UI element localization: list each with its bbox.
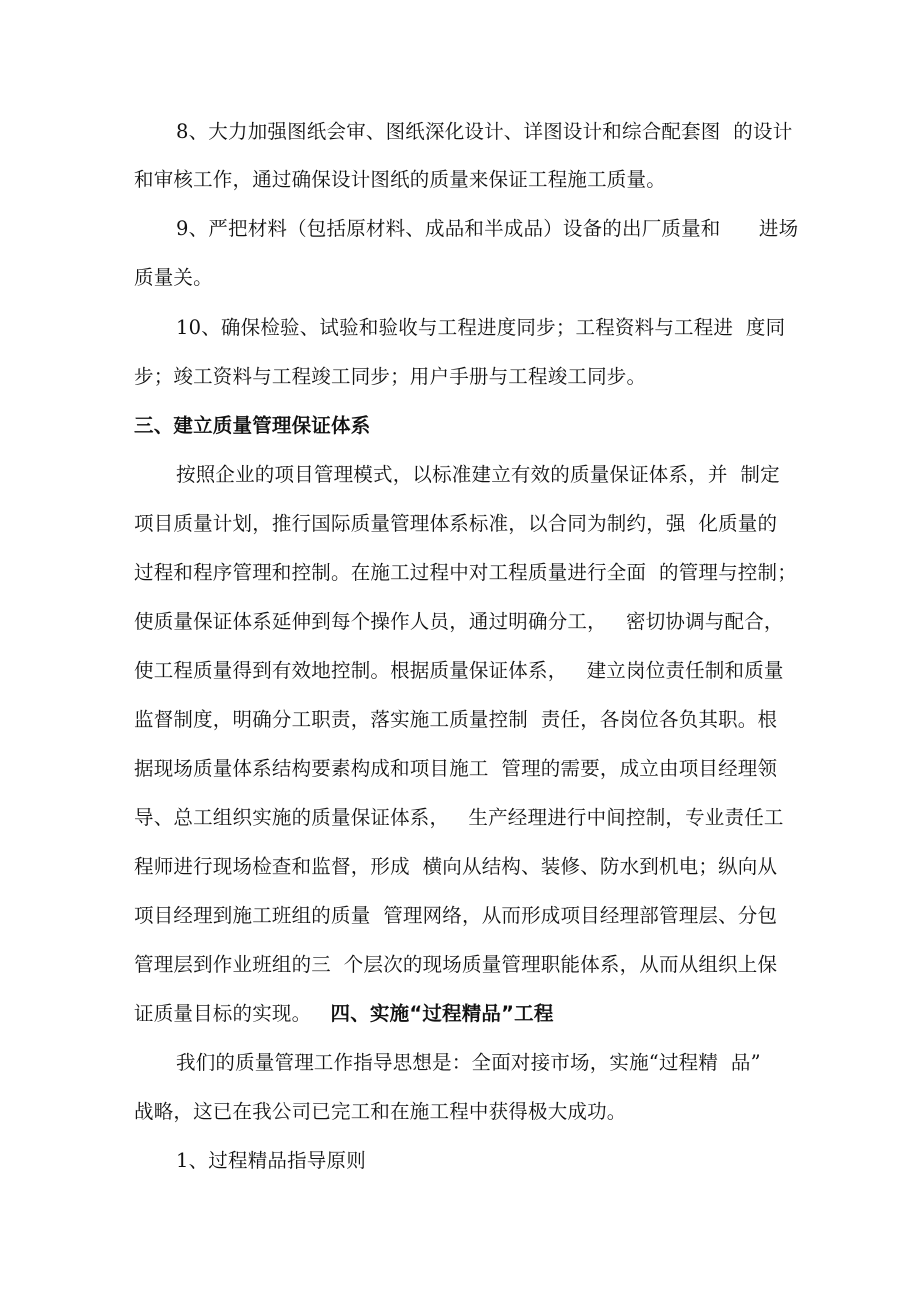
section-3-body-line-6: 监督制度，明确分工职责，落实施工质量控制 责任，各岗位各负其职。根	[134, 708, 778, 731]
paragraph-10-line-2: 步；竣工资料与工程竣工同步；用户手册与工程竣工同步。	[134, 365, 647, 388]
paragraph-10-line-1: 10、确保检验、试验和验收与工程进度同步；工程资料与工程进 度同	[176, 316, 786, 339]
section-3-body-line-2: 项目质量计划，推行国际质量管理体系标准，以合同为制约，强 化质量的	[134, 512, 778, 535]
section-3-body-line-8: 导、总工组织实施的质量保证体系， 生产经理进行中间控制，专业责任工	[134, 806, 784, 829]
section-3-body-ending: 证质量目标的实现。	[134, 1002, 312, 1025]
section-4-body-line-1: 我们的质量管理工作指导思想是：全面对接市场，实施“过程精 品”	[176, 1051, 761, 1074]
section-3-body-line-7: 据现场质量体系结构要素构成和项目施工 管理的需要，成立由项目经理领	[134, 757, 778, 780]
paragraph-9-line-1: 9、严把材料（包括原材料、成品和半成品）设备的出厂质量和 进场	[176, 217, 799, 240]
section-3-body-line-5: 使工程质量得到有效地控制。根据质量保证体系， 建立岗位责任制和质量	[134, 659, 784, 682]
section-3-body-line-9: 程师进行现场检查和监督，形成 横向从结构、装修、防水到机电；纵向从	[134, 855, 778, 878]
section-3-body-line-4: 使质量保证体系延伸到每个操作人员，通过明确分工， 密切协调与配合，	[134, 610, 784, 633]
section-4-heading: 四、实施“过程精品”工程	[330, 1002, 554, 1025]
paragraph-9-line-2: 质量关。	[134, 266, 213, 289]
section-3-body-line-11: 管理层到作业班组的三 个层次的现场质量管理职能体系，从而从组织上保	[134, 953, 778, 976]
paragraph-8-line-2: 和审核工作，通过确保设计图纸的质量来保证工程施工质量。	[134, 168, 666, 191]
paragraph-8-line-1: 8、大力加强图纸会审、图纸深化设计、详图设计和综合配套图 的设计	[176, 120, 793, 143]
section-4-body-line-2: 战略，这已在我公司已完工和在施工程中获得极大成功。	[134, 1100, 627, 1123]
section-3-body-line-10: 项目经理到施工班组的质量 管理网络，从而形成项目经理部管理层、分包	[134, 904, 778, 927]
section-3-heading: 三、建立质量管理保证体系	[134, 414, 371, 437]
section-3-body-line-12	[0, 997, 920, 1031]
subsection-1-heading: 1、过程精品指导原则	[176, 1149, 366, 1172]
section-3-body-line-3: 过程和程序管理和控制。在施工过程中对工程质量进行全面 的管理与控制；	[134, 561, 797, 584]
section-3-body-line-1: 按照企业的项目管理模式，以标准建立有效的质量保证体系，并 制定	[176, 463, 780, 486]
